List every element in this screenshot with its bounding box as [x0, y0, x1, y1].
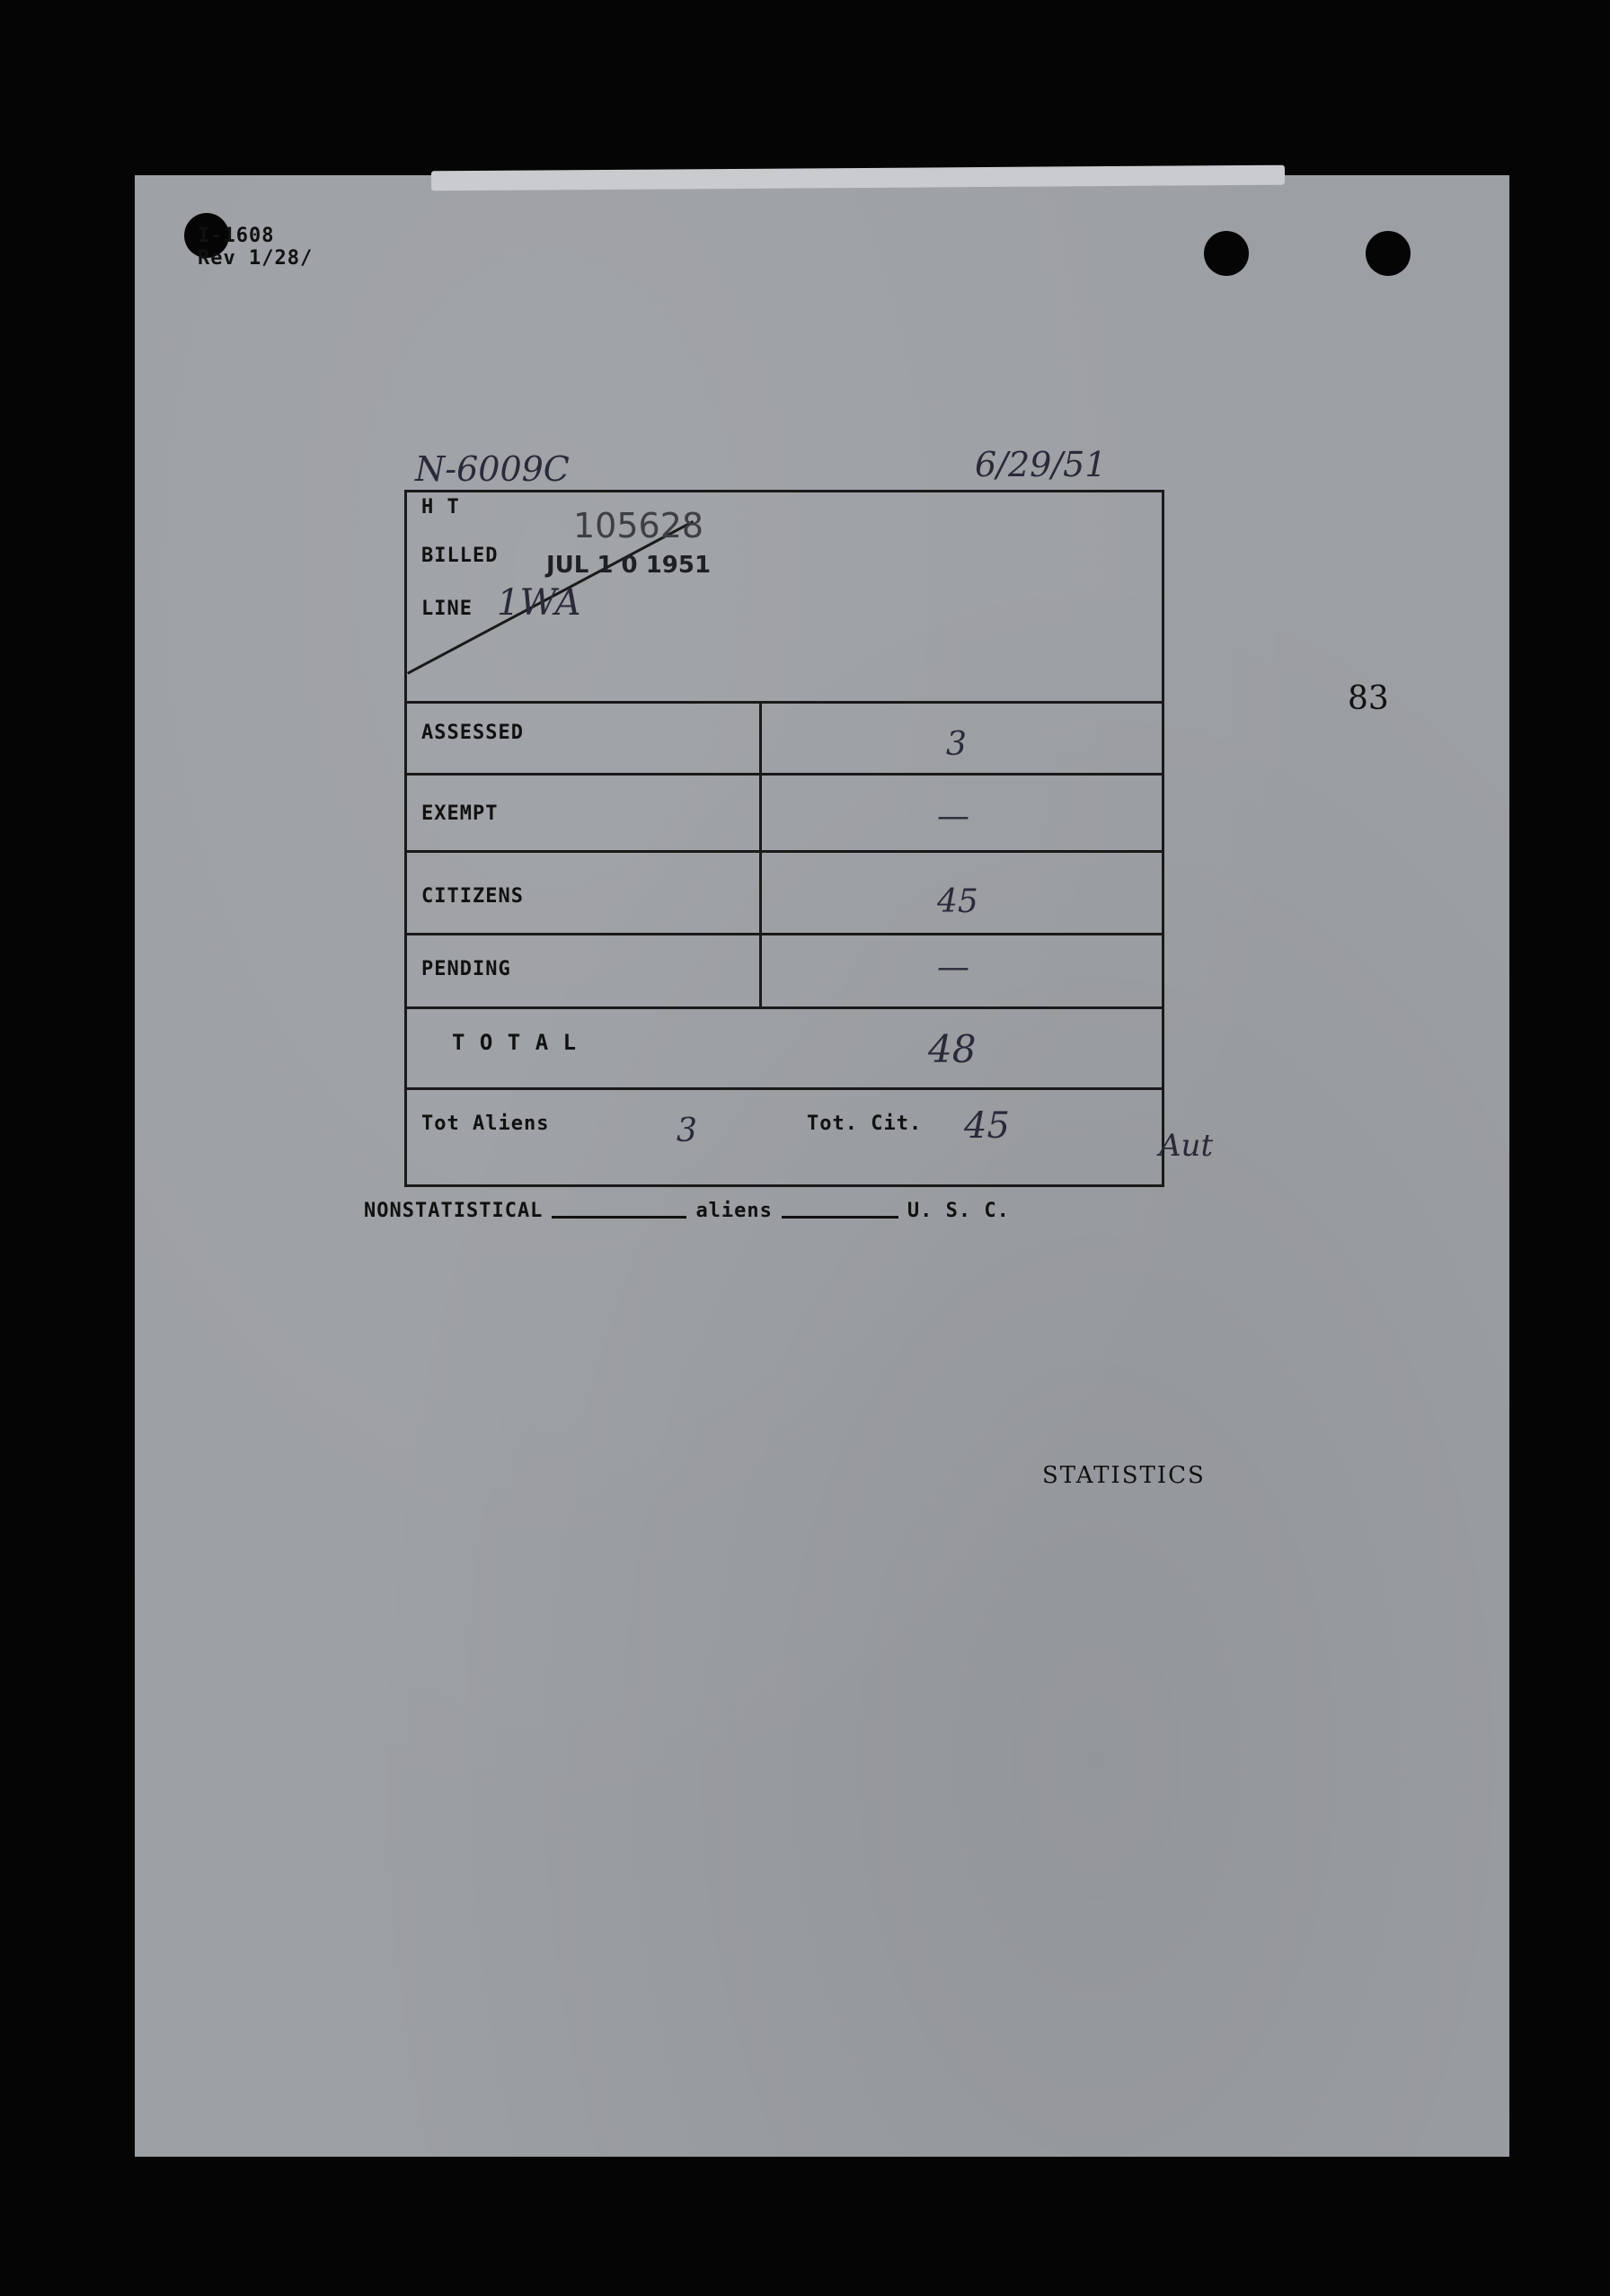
column-divider	[759, 701, 762, 1006]
pending-label: PENDING	[421, 958, 511, 980]
line-label: LINE	[421, 598, 473, 620]
initials: Aut	[1159, 1128, 1214, 1164]
rule-row-4	[407, 1006, 1162, 1009]
assessed-label: ASSESSED	[421, 722, 524, 744]
punch-hole-middle	[1204, 231, 1249, 276]
aliens-blank	[782, 1212, 898, 1219]
usc-label: U. S. C.	[907, 1200, 1010, 1222]
pending-value: —	[937, 949, 969, 986]
citizens-value: 45	[937, 883, 978, 920]
total-value: 48	[928, 1027, 977, 1071]
nonstatistical-line	[364, 1200, 1010, 1222]
page-number: 83	[1348, 680, 1389, 717]
rule-header-bottom	[407, 701, 1162, 704]
nonstatistical-blank	[552, 1212, 686, 1219]
line-value: 1WA	[497, 582, 581, 624]
tot-cit-value: 45	[964, 1105, 1010, 1147]
document-sheet	[135, 175, 1509, 2157]
aliens-label: aliens	[695, 1200, 773, 1222]
form-number: I-1608	[198, 225, 275, 247]
punch-hole-right	[1366, 231, 1411, 276]
billed-number-stamp: 105628	[573, 506, 704, 545]
rule-row-5	[407, 1087, 1162, 1090]
total-label: T O T A L	[452, 1030, 578, 1055]
tot-aliens-label: Tot Aliens	[421, 1113, 550, 1135]
rule-row-3	[407, 933, 1162, 935]
form-revision: Rev 1/28/	[198, 247, 314, 270]
rule-row-1	[407, 773, 1162, 776]
tot-aliens-value: 3	[677, 1113, 697, 1149]
ht-label: H T	[421, 496, 460, 519]
statistics-label: STATISTICS	[1042, 1462, 1206, 1489]
nonstatistical-label: NONSTATISTICAL	[364, 1200, 544, 1222]
tally-box	[404, 490, 1164, 1187]
exempt-label: EXEMPT	[421, 802, 499, 825]
paper-fold	[431, 165, 1285, 191]
handwritten-date: 6/29/51	[975, 445, 1107, 484]
tot-cit-label: Tot. Cit.	[807, 1113, 923, 1135]
exempt-value: —	[937, 798, 969, 835]
rule-row-2	[407, 850, 1162, 853]
billed-label: BILLED	[421, 545, 499, 567]
billed-date-stamp: JUL 1 0 1951	[546, 552, 712, 579]
citizens-label: CITIZENS	[421, 885, 524, 908]
file-number: N-6009C	[415, 449, 570, 489]
assessed-value: 3	[946, 726, 967, 763]
